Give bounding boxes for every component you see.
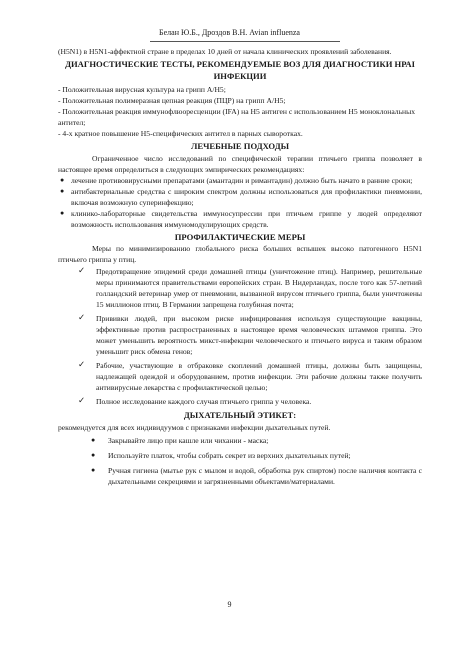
prevention-list <box>58 266 422 407</box>
treatment-item <box>58 175 422 186</box>
bullet-icon: ● <box>60 186 65 195</box>
etiquette-item <box>58 450 422 461</box>
treatment-item-text: клинико-лабораторные свидетельства иммуносупрессии при птичьем гриппе у людей определяют возможность использования иммуномодулирующих средств. <box>71 208 422 229</box>
page-content <box>58 46 422 491</box>
bullet-icon: ● <box>91 465 96 474</box>
prevention-heading: ПРОФИЛАКТИЧЕСКИЕ МЕРЫ <box>174 231 306 242</box>
treatment-heading: ЛЕЧЕБНЫЕ ПОДХОДЫ <box>190 141 290 151</box>
prevention-paragraph: Меры по минимизированию глобального риска больших вспышек высоко патогенного H5N1 птичьего гриппа у птиц. <box>58 244 422 264</box>
bullet-icon: ● <box>91 435 96 444</box>
diagnostics-item: - Положительная полимеразная цепная реакция (ПЦР) на грипп A/H5; <box>58 96 286 105</box>
prevention-item <box>58 396 422 407</box>
checkmark-icon: ✓ <box>78 360 86 370</box>
treatment-list <box>58 175 422 230</box>
checkmark-icon: ✓ <box>78 313 86 323</box>
etiquette-list <box>58 435 422 487</box>
diagnostics-item: - Положительная вирусная культура на грипп A/H5; <box>58 85 226 94</box>
intro-paragraph: (H5N1) в H5N1-аффектной стране в пределах 10 дней от начала клинических проявлений заболевания. <box>58 47 392 56</box>
header-rule <box>150 41 340 42</box>
etiquette-heading: ДЫХАТЕЛЬНЫЙ ЭТИКЕТ: <box>183 410 297 420</box>
treatment-paragraph: Ограниченное число исследований по специфической терапии птичьего гриппа позволяет в настоящее время определиться в следующих эмпирических рекомендациях: <box>58 153 422 174</box>
checkmark-icon: ✓ <box>78 266 86 276</box>
bullet-icon: ● <box>60 175 65 184</box>
prevention-item-text: Прививки людей, при высоком риске инфицирования используя существующие вакцины, эффективные против распространенных в настоящее время человеческих штаммов гриппа. Это может уменьшить вероятность микст-инфекции человеческого и птичьего вируса и таким образом уменьшит риск обмена генов; <box>96 314 422 356</box>
prevention-item-text: Рабочие, участвующие в отбраковке скоплений домашней птицы, должны быть защищены, надлежащей одеждой и оборудованием, против инфекции. Эти рабочие должны также получить антивирусные лекарства с профилактической целью; <box>96 361 422 392</box>
checkmark-icon: ✓ <box>78 396 86 406</box>
running-header: Белан Ю.Б., Дроздов В.Н. Avian influenza <box>159 28 300 37</box>
treatment-item-text: лечение противовирусными препаратами (амантадин и римантадин) должно быть начато в ранние сроки; <box>71 175 413 185</box>
treatment-item <box>58 186 422 208</box>
diagnostics-heading: ДИАГНОСТИЧЕСКИЕ ТЕСТЫ, РЕКОМЕНДУЕМЫЕ ВОЗ ДЛЯ ДИАГНОСТИКИ НРАI ИНФЕКЦИИ <box>65 59 415 81</box>
page-number: 9 <box>227 600 232 609</box>
etiquette-item <box>58 465 422 487</box>
etiquette-item-text: Используйте платок, чтобы собрать секрет из верхних дыхательных путей; <box>108 450 351 460</box>
diagnostics-list <box>58 84 422 139</box>
diagnostics-item: - 4-х кратное повышение H5-специфических антител в парных сыворотках. <box>58 129 303 138</box>
bullet-icon: ● <box>60 208 65 217</box>
etiquette-item <box>58 435 422 446</box>
etiquette-item-text: Закрывайте лицо при кашле или чихании - маска; <box>108 435 269 445</box>
treatment-item <box>58 208 422 230</box>
prevention-item <box>58 313 422 357</box>
diagnostics-item: - Положительная реакция иммунофлюоресценции (IFA) на H5 антиген с использованием H5 моноклональных антител; <box>58 107 416 127</box>
prevention-item-text: Полное исследование каждого случая птичьего гриппа у человека. <box>96 397 312 406</box>
bullet-icon: ● <box>91 450 96 459</box>
prevention-item <box>58 266 422 310</box>
prevention-item <box>58 360 422 393</box>
etiquette-paragraph: рекомендуется для всех индивидуумов с признаками инфекции дыхательных путей. <box>58 422 331 432</box>
prevention-item-text: Предотвращение эпидемий среди домашней птицы (уничтожение птиц). Например, решительные меры принимаются правительствами европейских стран. В Нидерландах, после того как 57-летний голландский ветеринар умер от пневмонии, вызванной вирусом птичьего гриппа, были уничтожены 15 миллионов птиц. В Германии запрещена голубиная почта; <box>96 267 422 309</box>
etiquette-item-text: Ручная гигиена (мытье рук с мылом и водой, обработка рук спиртом) после наличия контакта с дыхательными секрециями и загрязненными объектами/материалами. <box>108 465 422 486</box>
treatment-item-text: антибактериальные средства с широким спектром должны использоваться для профилактики пневмонии, включая возможную суперинфекцию; <box>71 186 422 207</box>
